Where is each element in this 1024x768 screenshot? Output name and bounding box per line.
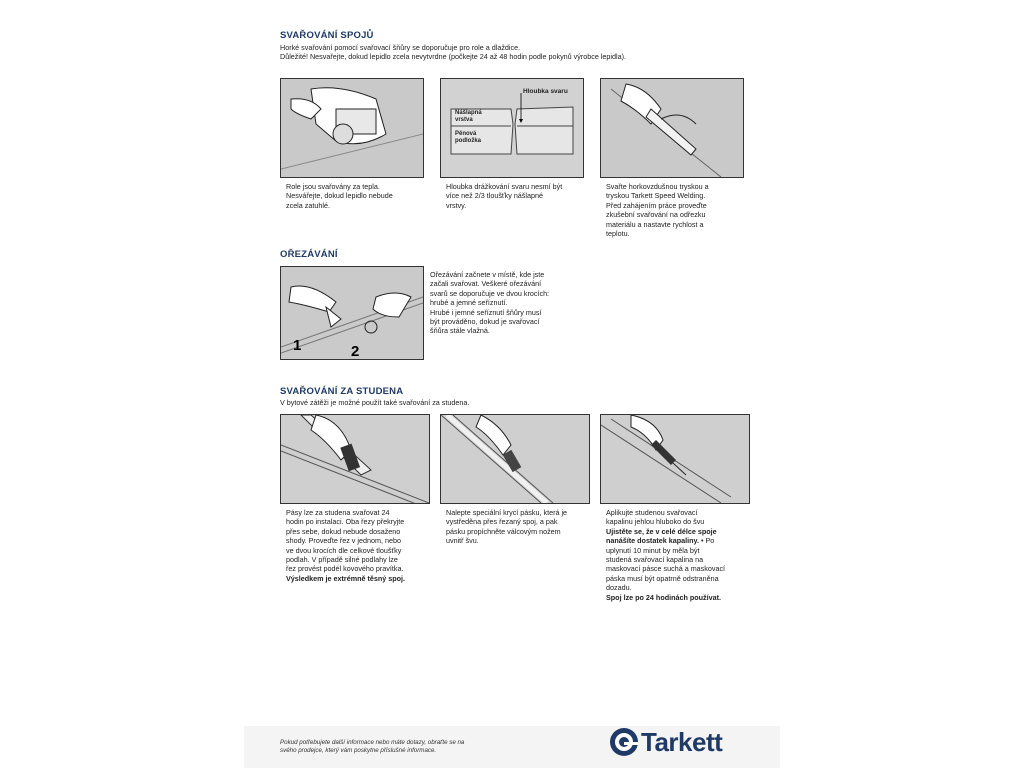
caption-hot-air [606, 182, 756, 238]
tarkett-logo [609, 724, 751, 760]
caption-line: ve dvou krocích dle celkové tloušťky [286, 545, 402, 555]
tarkett-logo-icon [609, 726, 639, 758]
text-line: Ořezávání začnete v místě, kde jste [430, 270, 545, 279]
caption-line-bold: nanášíte dostatek kapaliny. [606, 536, 699, 546]
caption-line-bold: Spoj lze po 24 hodinách používat. [606, 592, 722, 602]
caption-cold-tape [446, 508, 596, 546]
illustration-hot-air [600, 78, 744, 178]
document-page [244, 0, 780, 768]
wear-line: Nášlapná [455, 110, 482, 116]
text-line: svarů se doporučuje ve dvou krocích: [430, 288, 550, 298]
caption-line: kapalinu jehlou hluboko do švu [606, 517, 705, 527]
caption-line: Role jsou svařovány za tepla. [286, 182, 380, 191]
welding-intro-2: Důležité! Nesvařejte, dokud lepidlo zcela nevytvrdne (počkejte 24 až 48 hodin podle pokynů výrobce lepidla). [280, 52, 627, 61]
caption-line: hodin po instalaci. Oba řezy překryjte [286, 517, 405, 527]
caption-line: Nesvářejte, dokud lepidlo nebude [286, 191, 393, 201]
illustration-cold-liquid [600, 414, 750, 504]
caption-line-tail: • Po [698, 536, 715, 546]
caption-line: více než 2/3 tloušťky nášlapné [446, 191, 543, 201]
caption-line: pásku propíchněte válcovým nožem [446, 526, 561, 536]
caption-line: Nalepte speciální krycí pásku, která je [446, 508, 568, 517]
caption-line: maskovací pásce suchá a maskovací [606, 564, 726, 574]
welding-intro-1: Horké svařování pomocí svařovací šňůry se doporučuje pro role a dlaždice. [280, 43, 521, 52]
caption-line: shody. Proveďte řez v jednom, nebo [286, 536, 401, 546]
caption-line: dozadu. [606, 583, 632, 593]
diagram-label-depth: Hloubka svaru [523, 88, 568, 95]
trim-step-2: 2 [351, 343, 360, 360]
caption-line: zcela zatuhlé. [286, 200, 330, 210]
illustration-trimming [280, 266, 424, 360]
caption-line-bold: Ujistěte se, že v celé délce spoje [606, 526, 717, 536]
tape-roller-icon [441, 415, 589, 503]
caption-groove [446, 182, 586, 210]
caption-line-bold: Výsledkem je extrémně těsný spoj. [286, 573, 406, 583]
text-line: začali svařovat. Veškeré ořezávání [430, 279, 542, 289]
cold-intro: V bytové zátěži je možné použít také svařování za studena. [280, 398, 470, 407]
caption-line: vrstvy. [446, 200, 467, 210]
illustration-cold-cut [280, 414, 430, 504]
caption-line: materiálu a nastavte rychlost a [606, 219, 704, 229]
caption-line: studená svařovací kapalina na [606, 555, 704, 565]
needle-bottle-icon [601, 415, 749, 503]
caption-line: vystředěna přes řezaný spoj, a pak [446, 517, 558, 527]
foam-line: podložka [455, 138, 482, 144]
trimming-text [430, 270, 590, 336]
section-title-trimming: OŘEZÁVÁNÍ [280, 249, 338, 260]
text-line: šňůra stále vlažná. [430, 326, 490, 336]
section-title-cold: SVAŘOVÁNÍ ZA STUDENA [280, 386, 404, 397]
caption-line: páska musí být opatrně odstraněna [606, 573, 719, 583]
text-line: Hrubé i jemné seříznutí šňůry musí [430, 307, 542, 317]
caption-line: Svařte horkovzdušnou tryskou a [606, 182, 709, 191]
caption-line: uvnitř švu. [446, 536, 479, 546]
caption-roller [286, 182, 426, 210]
diagram-label-foam [455, 131, 481, 145]
section-title-welding: SVAŘOVÁNÍ SPOJŮ [280, 30, 374, 41]
cutter-icon [281, 415, 429, 503]
caption-line: přes sebe, dokud nebude dosaženo [286, 526, 401, 536]
footer-note-line: Pokud potřebujete další informace nebo máte dotazy, obraťte se na [280, 739, 465, 746]
illustration-cold-tape [440, 414, 590, 504]
caption-line: Aplikujte studenou svařovací [606, 508, 698, 517]
text-line: být prováděno, dokud je svařovací [430, 317, 540, 327]
caption-line: Pásy lze za studena svařovat 24 [286, 508, 390, 517]
roller-icon [281, 79, 423, 177]
hot-air-nozzle-icon [601, 79, 743, 177]
caption-line: tryskou Tarkett Speed Welding. [606, 191, 706, 201]
caption-cold-liquid [606, 508, 766, 602]
caption-line: Před zahájením práce proveďte [606, 200, 707, 210]
illustration-groove-diagram [440, 78, 584, 178]
text-line: hrubé a jemné seříznutí. [430, 298, 508, 308]
trim-step-1: 1 [293, 337, 302, 354]
footer-note [280, 739, 520, 755]
brand-name: Tarkett [641, 727, 723, 757]
caption-cold-cut [286, 508, 436, 583]
footer-note-line: svého prodejce, který vám poskytne příslušné informace. [280, 747, 437, 755]
foam-line: Pěnová [455, 131, 477, 137]
caption-line: uplynutí 10 minut by měla být [606, 545, 700, 555]
caption-line: řez provést podél kovového pravítka. [286, 564, 404, 574]
caption-line: Hloubka drážkování svaru nesmí být [446, 182, 563, 191]
caption-line: zkušební svařování na odřezku [606, 210, 706, 220]
diagram-label-wear [455, 110, 482, 124]
caption-line: podlah. V případě silné podlahy lze [286, 555, 398, 565]
illustration-roller [280, 78, 424, 178]
wear-line: vrstva [455, 117, 473, 123]
caption-line: teplotu. [606, 229, 630, 239]
